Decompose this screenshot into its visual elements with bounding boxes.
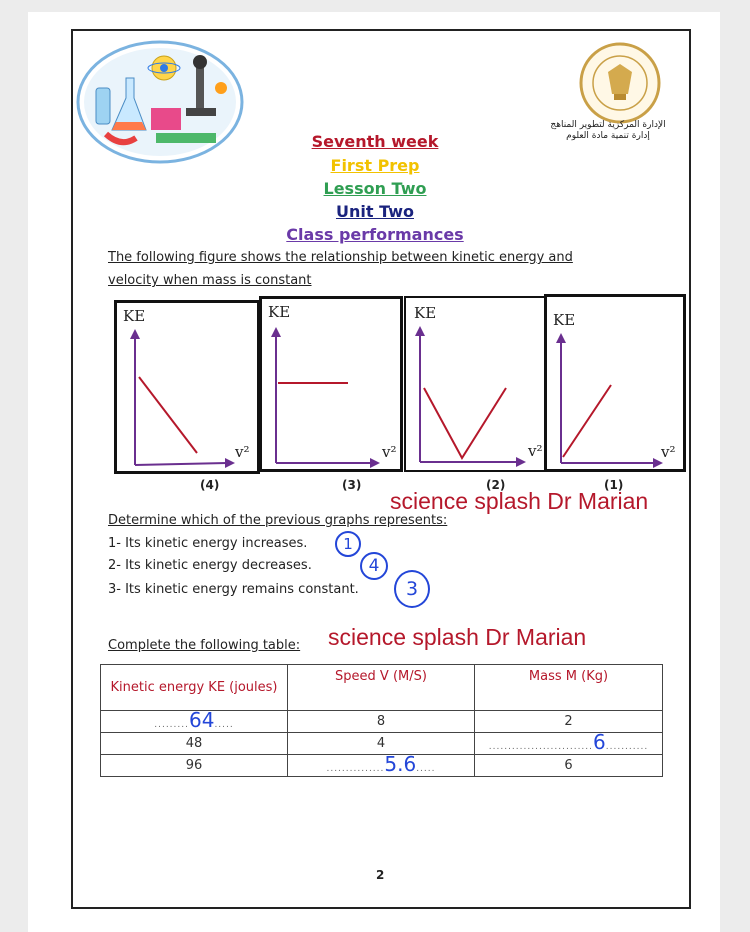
watermark-text-1: science splash Dr Marian xyxy=(390,488,649,514)
table-prompt: Complete the following table: xyxy=(108,638,301,653)
section-title: Class performances xyxy=(286,225,464,244)
graph-4-line xyxy=(139,377,197,453)
graph-1-line xyxy=(563,385,611,457)
header-mass: Mass M (Kg) xyxy=(475,665,663,711)
page-number: 2 xyxy=(376,868,385,882)
graph-2-x-label: v² xyxy=(528,442,543,460)
answer-3-circled: 3 xyxy=(394,570,430,608)
intro-line-2: velocity when mass is constant xyxy=(108,273,312,288)
answer-2-circled: 4 xyxy=(360,552,388,580)
speed-cell: 4 xyxy=(288,733,475,755)
graph-3 xyxy=(259,296,403,472)
mass-cell-handwritten: ...........................6........... xyxy=(475,733,663,755)
answer-speed-row-3: 5.6 xyxy=(384,751,417,776)
answer-ke-row-1: 64 xyxy=(188,707,215,732)
graph-3-x-label: v² xyxy=(382,443,397,461)
graph-3-number: (3) xyxy=(342,478,362,492)
ke-cell: 96 xyxy=(101,755,288,777)
table-row xyxy=(101,733,663,755)
question-item-3: 3- Its kinetic energy remains constant. xyxy=(108,582,359,597)
ke-cell: 48 xyxy=(101,733,288,755)
question-prompt: Determine which of the previous graphs represents: xyxy=(108,513,448,528)
question-item-1: 1- Its kinetic energy increases. xyxy=(108,536,308,551)
answer-1-circled: 1 xyxy=(335,531,361,557)
ke-table xyxy=(100,664,663,777)
graph-4-number: (4) xyxy=(200,478,220,492)
week-title: Seventh week xyxy=(311,132,439,151)
graph-1-y-label: KE xyxy=(553,311,576,329)
question-item-2: 2- Its kinetic energy decreases. xyxy=(108,558,312,573)
speed-cell: 8 xyxy=(288,711,475,733)
graph-2-line xyxy=(424,388,506,458)
graph-4-x-label: v² xyxy=(235,443,250,461)
lesson-title: Lesson Two xyxy=(323,179,427,198)
watermark-text-2: science splash Dr Marian xyxy=(328,624,587,650)
header-ke: Kinetic energy KE (joules) xyxy=(101,665,288,711)
ke-cell-handwritten: .........64..... xyxy=(101,711,288,733)
ministry-seal-logo xyxy=(560,42,680,124)
table-row xyxy=(101,711,663,733)
graph-4-y-label: KE xyxy=(123,307,146,325)
graph-1 xyxy=(544,294,686,472)
unit-title: Unit Two xyxy=(335,202,414,221)
mass-cell: 6 xyxy=(475,755,663,777)
graph-1-number: (1) xyxy=(604,478,624,492)
ministry-line-1: الإدارة المركزية لتطوير المناهج xyxy=(550,120,666,130)
graph-2 xyxy=(404,296,546,472)
ministry-line-2: إدارة تنمية مادة العلوم xyxy=(566,131,650,141)
header-speed: Speed V (M/S) xyxy=(288,665,475,711)
answer-mass-row-2: 6 xyxy=(593,729,606,754)
table-row xyxy=(101,755,663,777)
speed-cell-handwritten: ...............5.6..... xyxy=(288,755,475,777)
graph-4 xyxy=(114,300,260,474)
graph-2-number: (2) xyxy=(486,478,506,492)
graph-3-y-label: KE xyxy=(268,303,291,321)
graph-2-y-label: KE xyxy=(414,304,437,322)
intro-line-1: The following figure shows the relationship between kinetic energy and xyxy=(108,250,573,265)
graph-1-x-label: v² xyxy=(661,443,676,461)
grade-title: First Prep xyxy=(330,156,420,175)
mass-cell: 2 xyxy=(475,711,663,733)
